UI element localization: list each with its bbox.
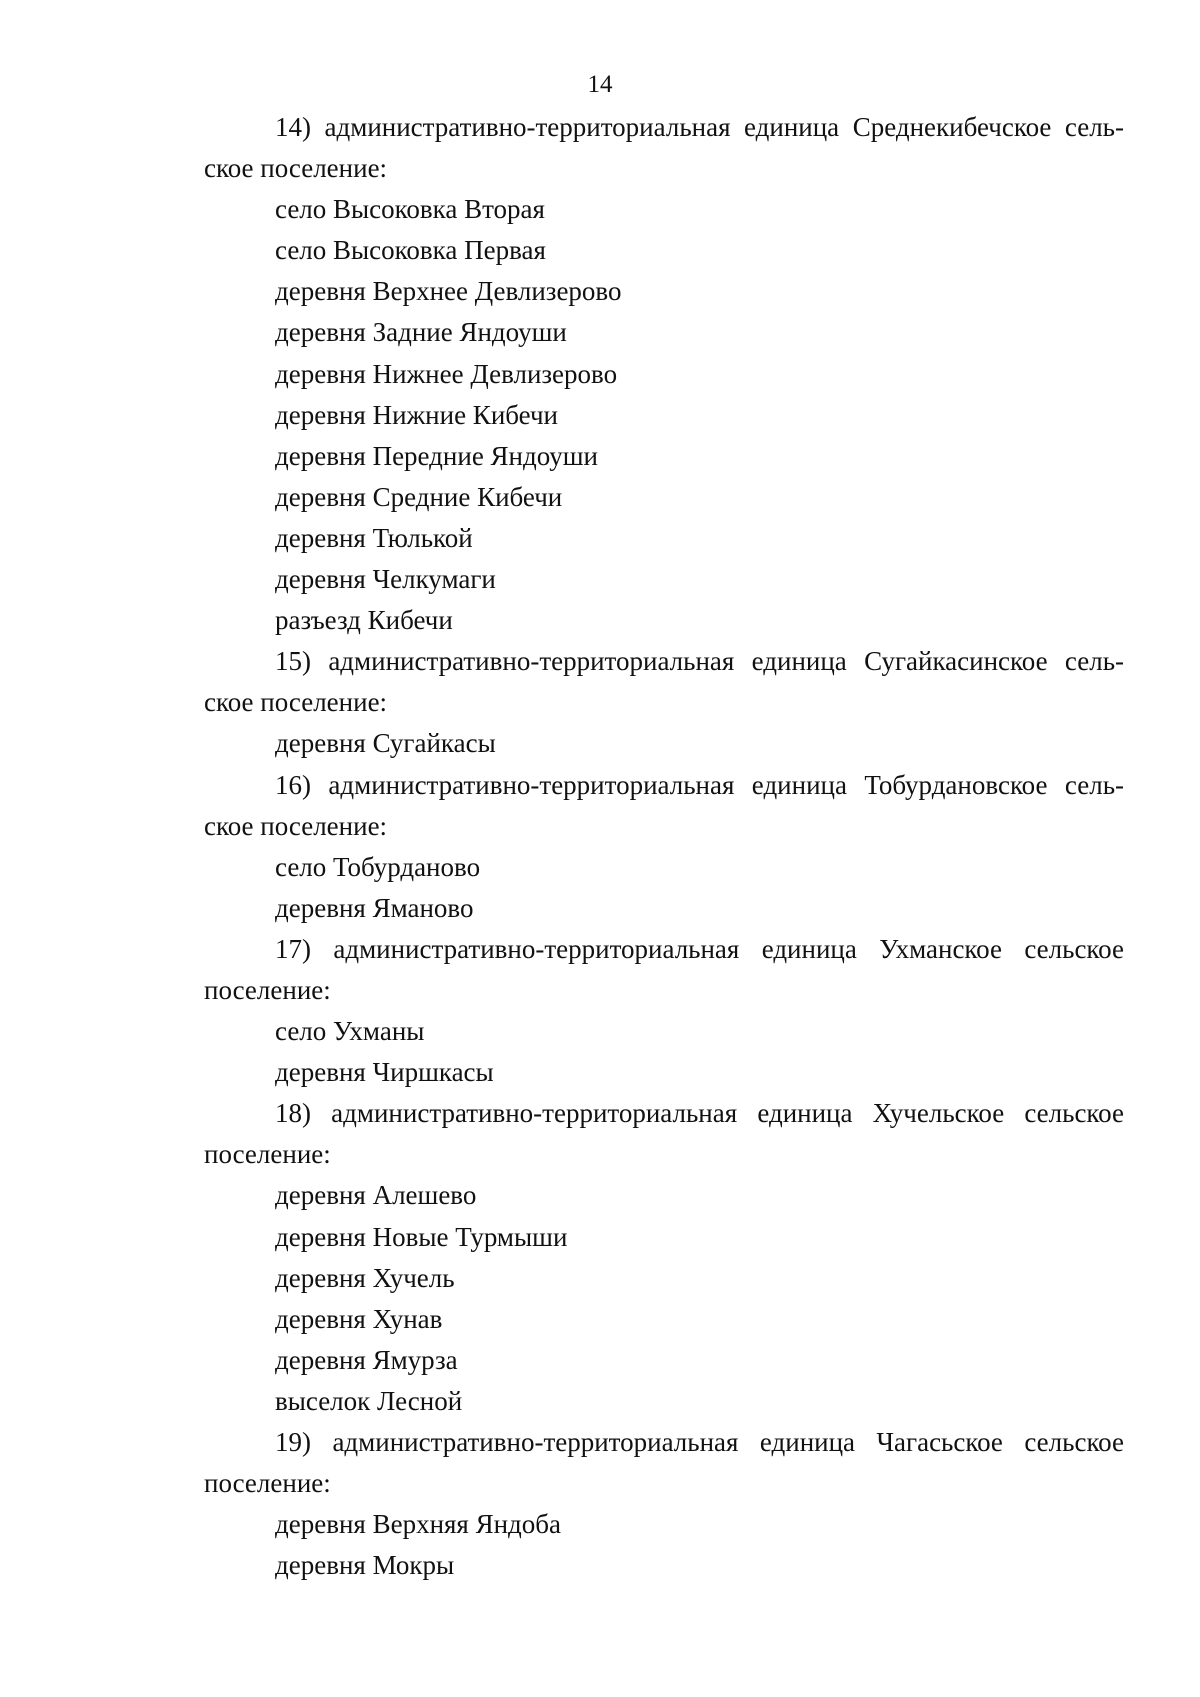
settlement-item: деревня Задние Яндоуши: [275, 317, 567, 348]
settlement-item: деревня Чиршкасы: [275, 1057, 494, 1088]
section-heading: 15) административно-территориальная единица Сугайкасинское сель-ское поселение:: [204, 646, 1124, 718]
settlement-item: село Ухманы: [275, 1016, 425, 1047]
settlement-item: деревня Ямурза: [275, 1344, 458, 1375]
settlement-item: деревня Новые Турмыши: [275, 1221, 568, 1252]
settlement-item: деревня Яманово: [275, 892, 474, 923]
section-17: [204, 929, 1124, 1093]
settlement-item: деревня Сугайкасы: [275, 728, 496, 759]
settlement-item: деревня Челкумаги: [275, 564, 496, 595]
section-heading: 17) административно-территориальная единица Ухманское сельское поселение:: [204, 933, 1124, 1005]
settlement-item: деревня Хучель: [275, 1262, 455, 1293]
settlement-item: деревня Верхняя Яндоба: [275, 1509, 562, 1540]
section-18: [204, 1093, 1124, 1422]
settlement-item: деревня Хунав: [275, 1303, 443, 1334]
section-19: [204, 1422, 1124, 1586]
settlement-item: село Высоковка Первая: [275, 235, 546, 266]
section-16: [204, 765, 1124, 929]
settlement-item: деревня Нижние Кибечи: [275, 399, 558, 430]
settlement-item: разъезд Кибечи: [275, 605, 453, 636]
section-heading: 16) административно-территориальная единица Тобурдановское сель-ское поселение:: [204, 769, 1124, 841]
settlement-item: деревня Нижнее Девлизерово: [275, 358, 618, 389]
document-body: [204, 107, 1124, 1586]
settlement-item: деревня Алешево: [275, 1180, 477, 1211]
settlement-item: село Тобурданово: [275, 851, 481, 882]
settlement-item: деревня Тюлькой: [275, 522, 473, 553]
settlement-item: деревня Средние Кибечи: [275, 481, 563, 512]
section-heading: 14) административно-территориальная единица Среднекибечское сель-ское поселение:: [204, 112, 1124, 184]
settlement-item: выселок Лесной: [275, 1385, 463, 1416]
settlement-item: деревня Мокры: [275, 1550, 455, 1581]
page-number: 14: [587, 71, 613, 98]
settlement-item: село Высоковка Вторая: [275, 194, 545, 225]
section-15: [204, 641, 1124, 764]
section-heading: 18) административно-территориальная единица Хучельское сельское поселение:: [204, 1098, 1124, 1170]
settlement-item: деревня Передние Яндоуши: [275, 440, 598, 471]
section-14: [204, 107, 1124, 641]
settlement-item: деревня Верхнее Девлизерово: [275, 276, 622, 307]
section-heading: 19) административно-территориальная единица Чагасьское сельское поселение:: [204, 1427, 1124, 1499]
